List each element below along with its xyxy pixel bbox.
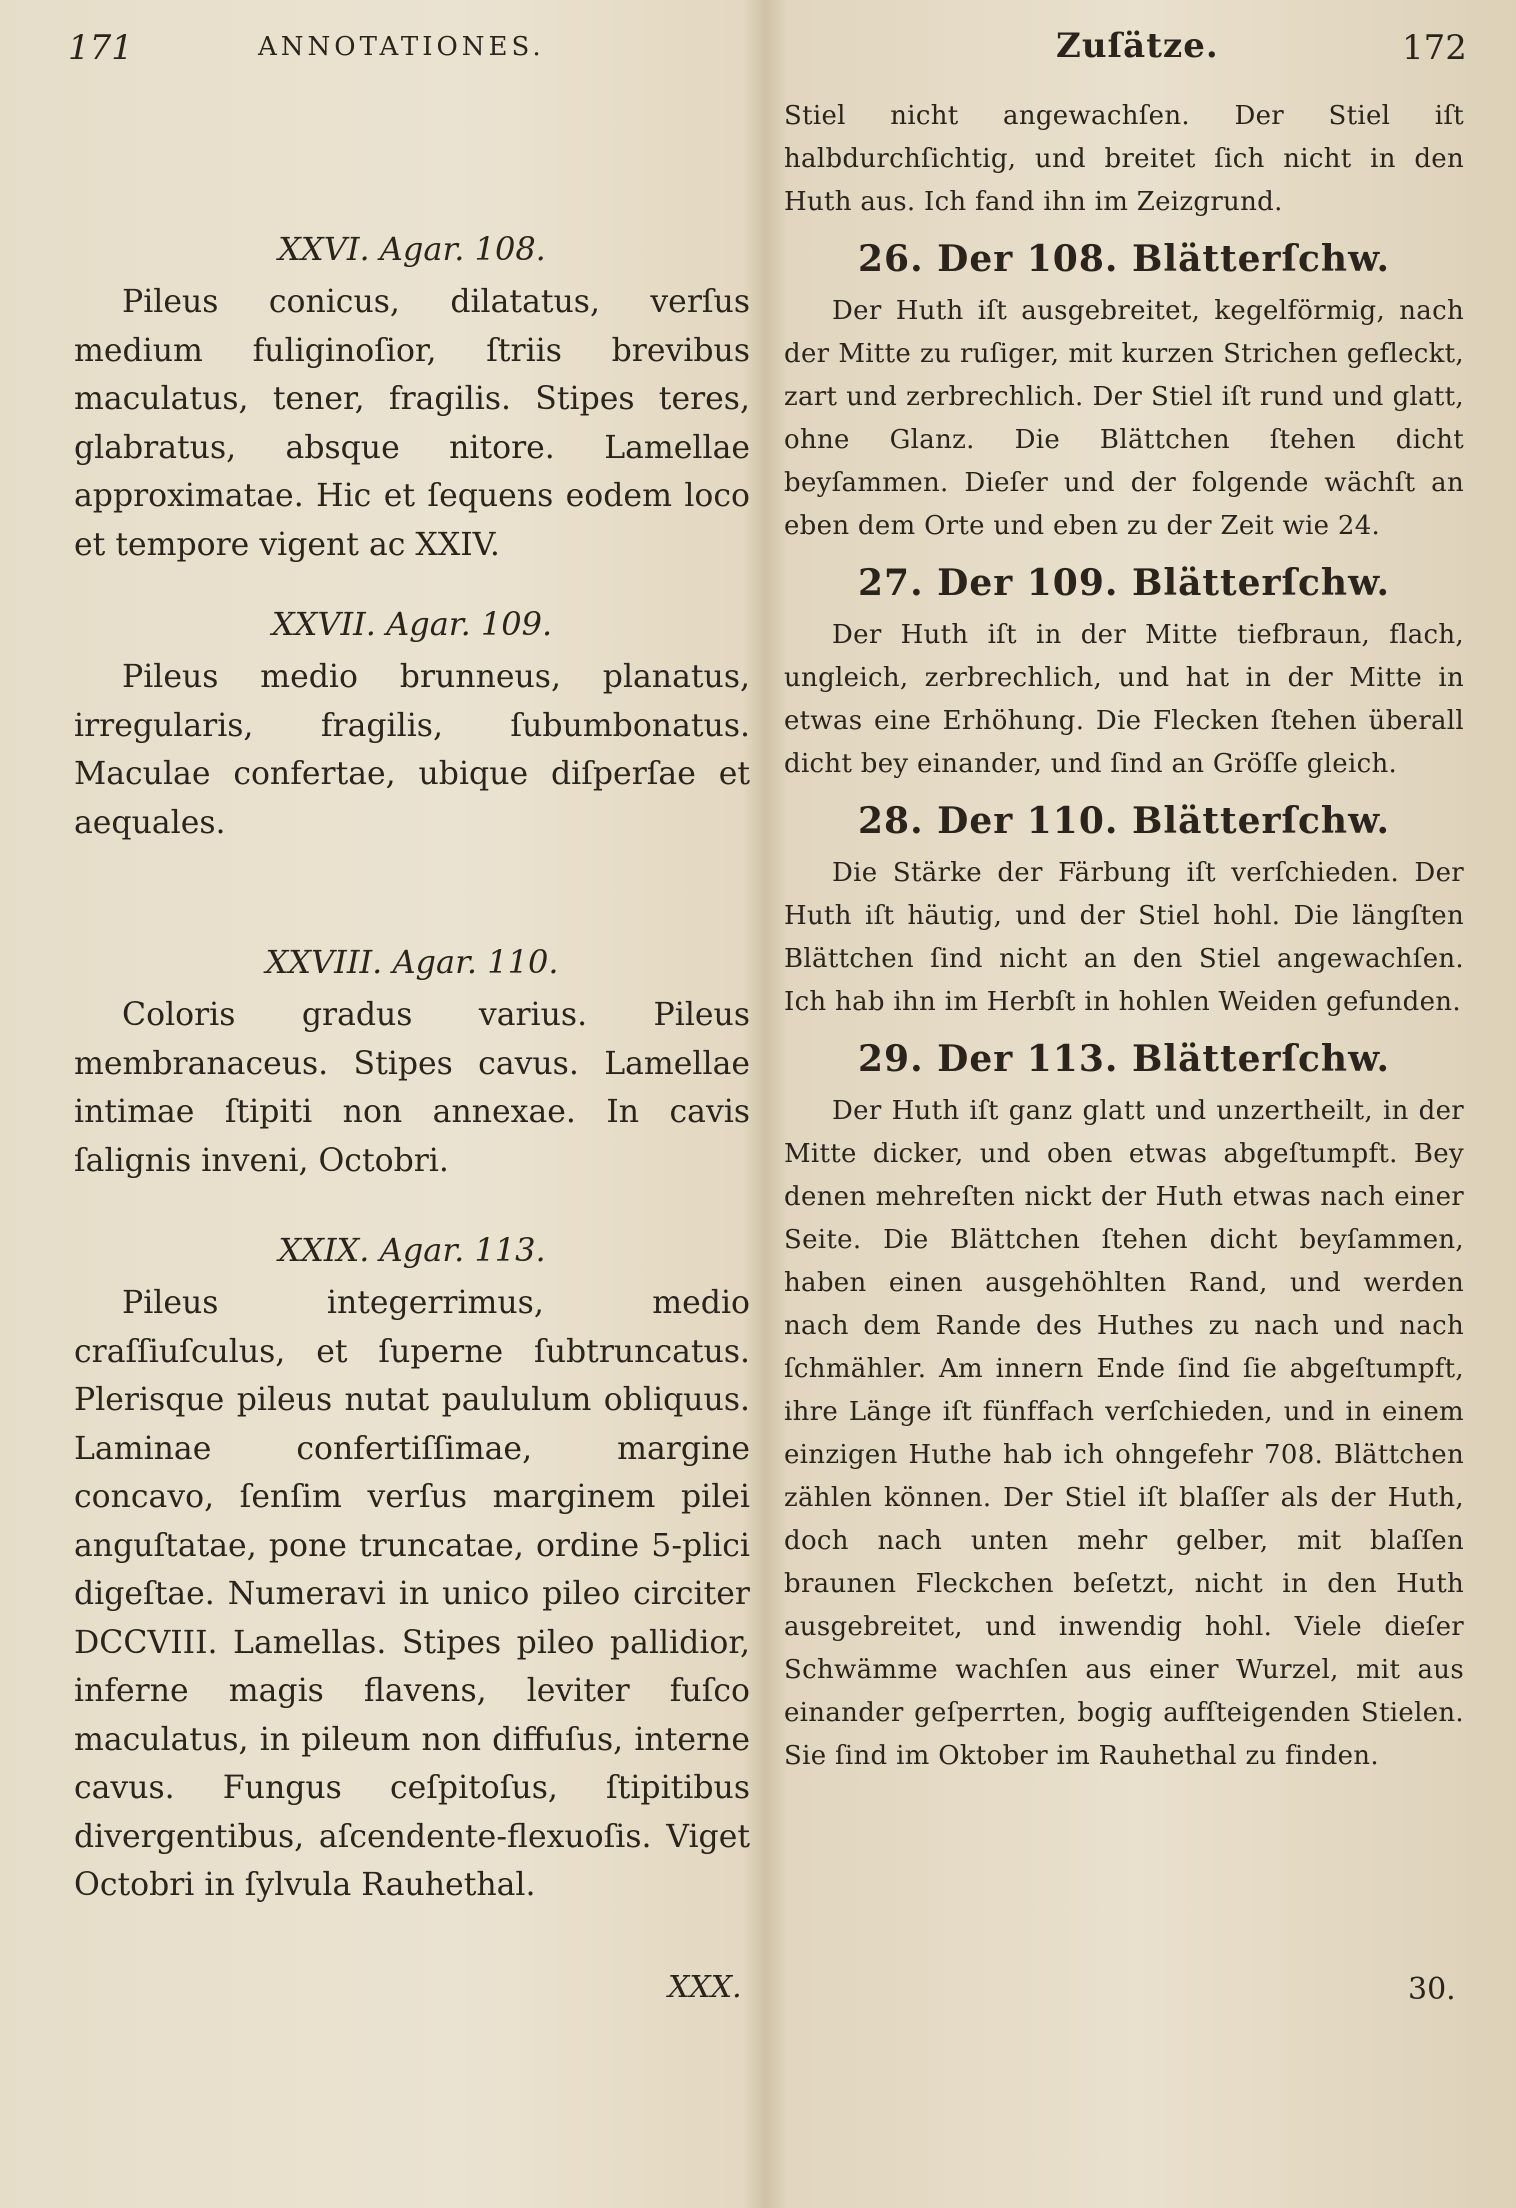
german-entry	[784, 562, 1464, 786]
left-running-title: ANNOTATIONES.	[258, 32, 545, 62]
german-entry-heading: 27. Der 109. Blätterſchw.	[857, 562, 1391, 604]
latin-entry-text: Pileus integerrimus, medio craſſiuſculus, et ſuperne ſubtruncatus. Plerisque pileus nutat paululum obliquus. Laminae confertiſſimae, margine concavo, ſenſim verſus marginem pilei anguſtatae, pone truncatae, ordine 5-plici digeſtae. Numeravi in unico pileo circiter DCCVIII. Lamellas. Stipes pileo pallidior, inferne magis flavens, leviter fuſco maculatus, in pileum non diffuſus, interne cavus. Fungus ceſpitoſus, ſtipitibus divergentibus, aſcendente-flexuoſis. Viget Octobri in ſylvula Rauhethal.	[74, 1285, 750, 1903]
latin-entry-heading: XXVIII. Agar. 110.	[265, 943, 559, 981]
german-entry-text: Der Huth iſt ausgebreitet, kegelförmig, nach der Mitte zu ruſiger, mit kurzen Strichen gefleckt, zart und zerbrechlich. Der Stiel iſt rund und glatt, ohne Glanz. Die Blättchen ſtehen dicht beyſammen. Dieſer und der folgende wächſt an eben dem Orte und eben zu der Zeit wie 24.	[784, 296, 1464, 541]
left-page-number: 171	[68, 28, 133, 68]
left-page-header	[68, 28, 768, 88]
right-running-title: Zuſätze.	[1056, 26, 1219, 66]
right-catchword: 30.	[1408, 1972, 1456, 2007]
german-column	[784, 95, 1464, 1778]
latin-entry-text: Pileus medio brunneus, planatus, irregularis, fragilis, ſubumbonatus. Maculae confertae, ubique diſperſae et aequales.	[74, 659, 750, 841]
german-entry-heading: 26. Der 108. Blätterſchw.	[857, 238, 1391, 280]
latin-entry-heading: XXVII. Agar. 109.	[271, 605, 553, 643]
german-entry-text: Der Huth iſt in der Mitte tiefbraun, flach, ungleich, zerbrechlich, und hat in der Mitte in etwas eine Erhöhung. Die Flecken ſtehen überall dicht bey einander, und ſind an Gröſſe gleich.	[784, 620, 1464, 779]
latin-entry-heading: XXVI. Agar. 108.	[278, 230, 546, 268]
latin-entry	[74, 605, 750, 847]
right-page-number: 172	[1402, 28, 1467, 68]
german-entry-text: Die Stärke der Färbung iſt verſchieden. Der Huth iſt häutig, und der Stiel hohl. Die längſten Blättchen ſind nicht an den Stiel angewachſen. Ich hab ihn im Herbſt in hohlen Weiden gefunden.	[784, 858, 1464, 1017]
latin-entry-text: Pileus conicus, dilatatus, verſus medium fuliginoſior, ſtriis brevibus maculatus, tener, fragilis. Stipes teres, glabratus, absque nitore. Lamellae approximatae. Hic et ſequens eodem loco et tempore vigent ac XXIV.	[74, 284, 750, 563]
german-entry-heading: 29. Der 113. Blätterſchw.	[857, 1038, 1391, 1080]
german-entry	[784, 800, 1464, 1024]
latin-entry	[74, 1231, 750, 1910]
latin-entry-heading: XXIX. Agar. 113.	[278, 1231, 546, 1269]
right-page-header	[780, 28, 1470, 88]
german-continuation-text: Stiel nicht angewachſen. Der Stiel iſt halbdurchſichtig, und breitet ſich nicht in den Huth aus. Ich fand ihn im Zeizgrund.	[784, 101, 1464, 217]
left-catchword: XXX.	[668, 1970, 742, 2005]
german-entry	[784, 1038, 1464, 1778]
latin-entry-text: Coloris gradus varius. Pileus membranaceus. Stipes cavus. Lamellae intimae ſtipiti non annexae. In cavis ſalignis inveni, Octobri.	[74, 997, 750, 1179]
german-entry-heading: 28. Der 110. Blätterſchw.	[857, 800, 1391, 842]
latin-entry	[74, 230, 750, 569]
german-entry-text: Der Huth iſt ganz glatt und unzertheilt, in der Mitte dicker, und oben etwas abgeſtumpft. Bey denen mehreſten nickt der Huth etwas nach einer Seite. Die Blättchen ſtehen dicht beyſammen, haben einen ausgehöhlten Rand, und werden nach dem Rande des Huthes zu nach und nach ſchmähler. Am innern Ende ſind ſie abgeſtumpft, ihre Länge iſt fünffach verſchieden, und in einem einzigen Huthe hab ich ohngefehr 708. Blättchen zählen können. Der Stiel iſt blaſſer als der Huth, doch nach unten mehr gelber, mit blaſſen braunen Fleckchen beſetzt, nicht in den Huth ausgebreitet, und inwendig hohl. Viele dieſer Schwämme wachſen aus einer Wurzel, mit aus einander geſperrten, bogig aufſteigenden Stielen. Sie ſind im Oktober im Rauhethal zu finden.	[784, 1096, 1464, 1771]
german-entry	[784, 238, 1464, 548]
latin-column	[74, 230, 750, 1910]
latin-entry	[74, 943, 750, 1185]
